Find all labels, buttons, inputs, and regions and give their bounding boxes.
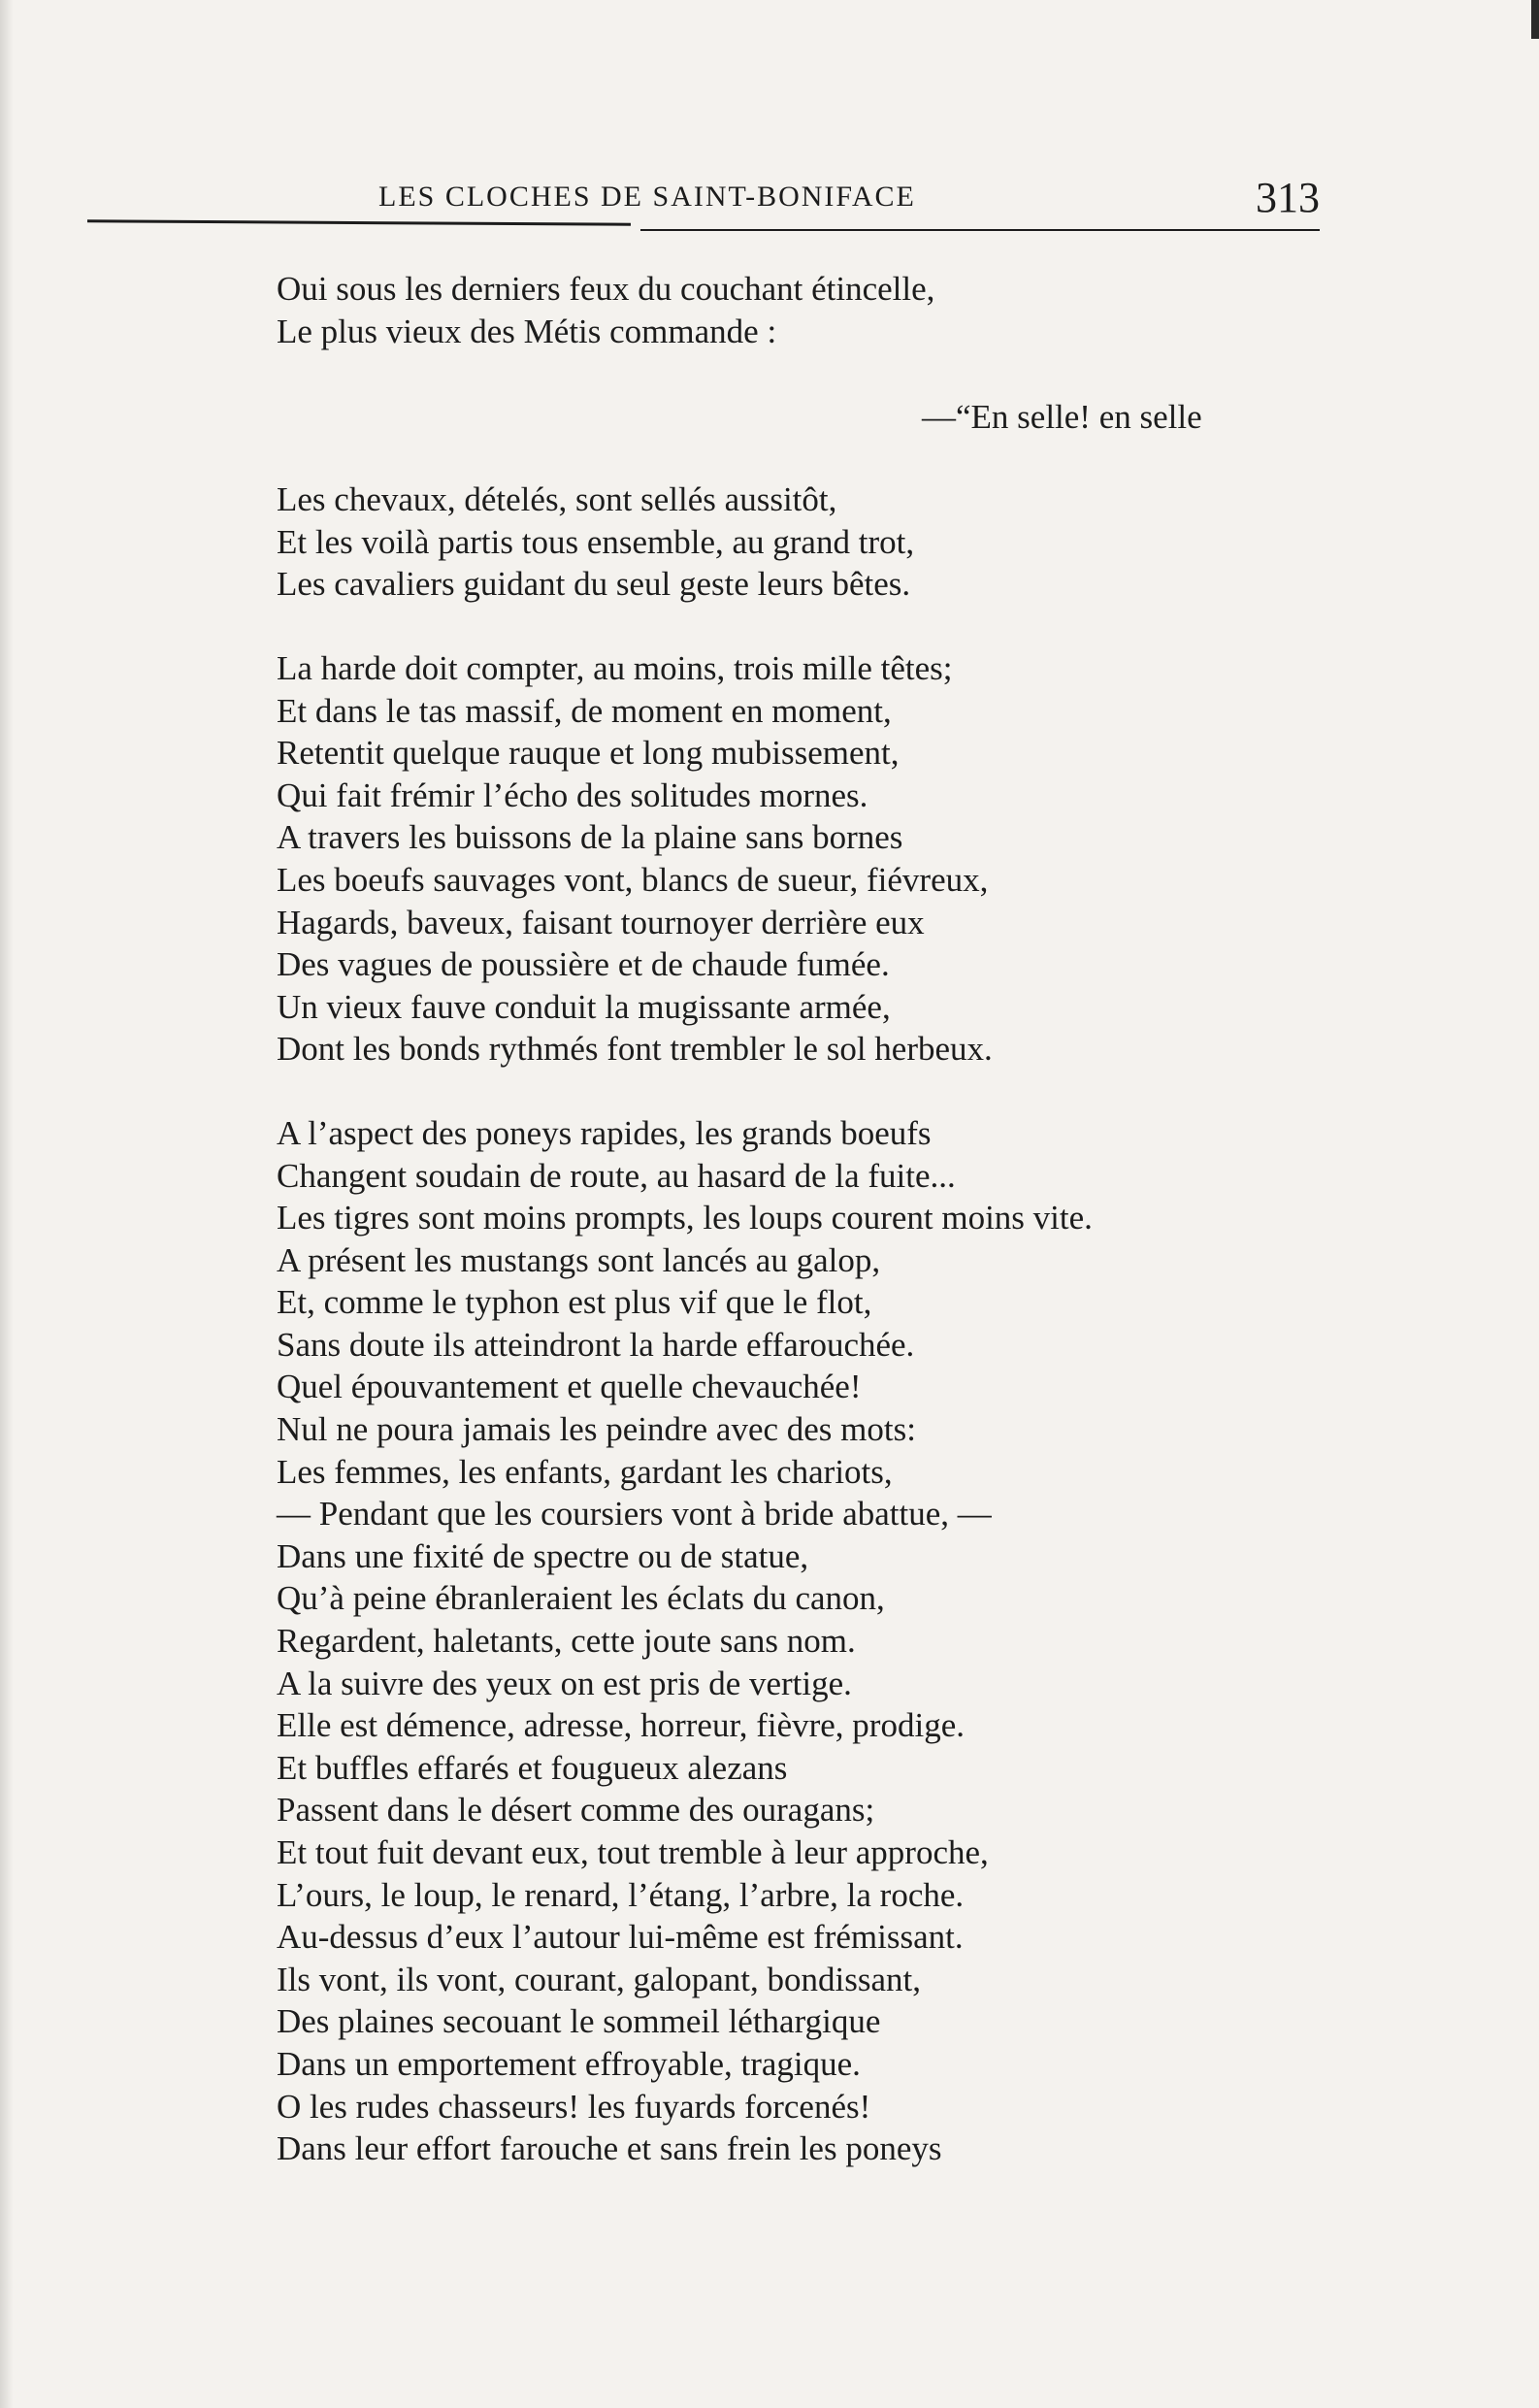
verse-line: Retentit quelque rauque et long mubissement, — [277, 734, 900, 773]
verse-line: Qui fait frémir l’écho des solitudes mornes. — [277, 775, 868, 814]
stanza-3 — [277, 1112, 1305, 2170]
verse-line: Le plus vieux des Métis commande : — [277, 312, 777, 350]
verse-line: Quel épouvantement et quelle chevauchée! — [277, 1368, 862, 1406]
verse-line: Dans un emportement effroyable, tragique. — [277, 2044, 861, 2083]
verse-line: La harde doit compter, au moins, trois mille têtes; — [277, 648, 953, 687]
opening-lines — [277, 268, 1305, 352]
scan-edge-mark — [1531, 0, 1539, 39]
verse-line: Qu’à peine ébranleraient les éclats du canon, — [277, 1579, 885, 1618]
verse-line: A la suivre des yeux on est pris de vertige. — [277, 1664, 852, 1702]
verse-line: Et tout fuit devant eux, tout tremble à leur approche, — [277, 1833, 989, 1871]
page-binding-shadow — [0, 0, 14, 2408]
running-title: LES CLOCHES DE SAINT-BONIFACE — [378, 181, 916, 213]
verse-line: Des plaines secouant le sommeil léthargique — [277, 2002, 881, 2041]
verse-line: Et, comme le typhon est plus vif que le flot, — [277, 1283, 872, 1322]
verse-line: Sans doute ils atteindront la harde effarouchée. — [277, 1325, 915, 1364]
verse-line: O les rudes chasseurs! les fuyards forcenés! — [277, 2087, 871, 2126]
verse-line: Les femmes, les enfants, gardant les chariots, — [277, 1452, 893, 1491]
verse-line: Les tigres sont moins prompts, les loups courent moins vite. — [277, 1199, 1093, 1237]
verse-line: Dans une fixité de spectre ou de statue, — [277, 1536, 809, 1575]
verse-line: Des vagues de poussière et de chaude fumée. — [277, 945, 890, 984]
verse-line: Oui sous les derniers feux du couchant étincelle, — [277, 270, 935, 308]
verse-line: — Pendant que les coursiers vont à bride abattue, — — [277, 1495, 992, 1534]
verse-line: A travers les buissons de la plaine sans bornes — [277, 818, 903, 857]
header-rule-right — [640, 229, 1320, 231]
verse-line: Au-dessus d’eux l’autour lui-même est frémissant. — [277, 1918, 964, 1957]
verse-line: Regardent, haletants, cette joute sans nom. — [277, 1622, 856, 1661]
stanza-2 — [277, 647, 1305, 1071]
page-header — [87, 173, 1320, 231]
verse-line: Et buffles effarés et fougueux alezans — [277, 1748, 788, 1787]
verse-line: Les chevaux, dételés, sont sellés aussitôt, — [277, 480, 837, 519]
verse-line: Et les voilà partis tous ensemble, au grand trot, — [277, 522, 915, 561]
header-rule-left — [87, 219, 631, 225]
verse-line: Changent soudain de route, au hasard de la fuite... — [277, 1156, 956, 1195]
verse-line: A présent les mustangs sont lancés au galop, — [277, 1240, 881, 1279]
verse-line: Hagards, baveux, faisant tournoyer derrière eux — [277, 903, 925, 941]
verse-line: Dans leur effort farouche et sans frein les poneys — [277, 2129, 942, 2168]
stanza-1 — [277, 478, 1305, 606]
verse-line: Les cavaliers guidant du seul geste leurs bêtes. — [277, 565, 911, 604]
verse-line: A l’aspect des poneys rapides, les grands boeufs — [277, 1113, 932, 1152]
callout-line: —“En selle! en selle — [922, 398, 1202, 436]
poem-text — [277, 268, 1305, 2170]
verse-line: Ils vont, ils vont, courant, galopant, bondissant, — [277, 1960, 921, 1998]
page-number: 313 — [1256, 174, 1320, 221]
verse-line: Les boeufs sauvages vont, blancs de sueur, fiévreux, — [277, 860, 989, 899]
verse-line: Passent dans le désert comme des ouragans; — [277, 1791, 875, 1830]
verse-line: Et dans le tas massif, de moment en moment, — [277, 691, 892, 730]
verse-line: Elle est démence, adresse, horreur, fièvre, prodige. — [277, 1706, 965, 1745]
verse-line: Nul ne poura jamais les peindre avec des mots: — [277, 1410, 916, 1449]
verse-line: Dont les bonds rythmés font trembler le sol herbeux. — [277, 1030, 993, 1069]
verse-line: Un vieux fauve conduit la mugissante armée, — [277, 987, 891, 1026]
verse-line: L’ours, le loup, le renard, l’étang, l’arbre, la roche. — [277, 1875, 965, 1914]
